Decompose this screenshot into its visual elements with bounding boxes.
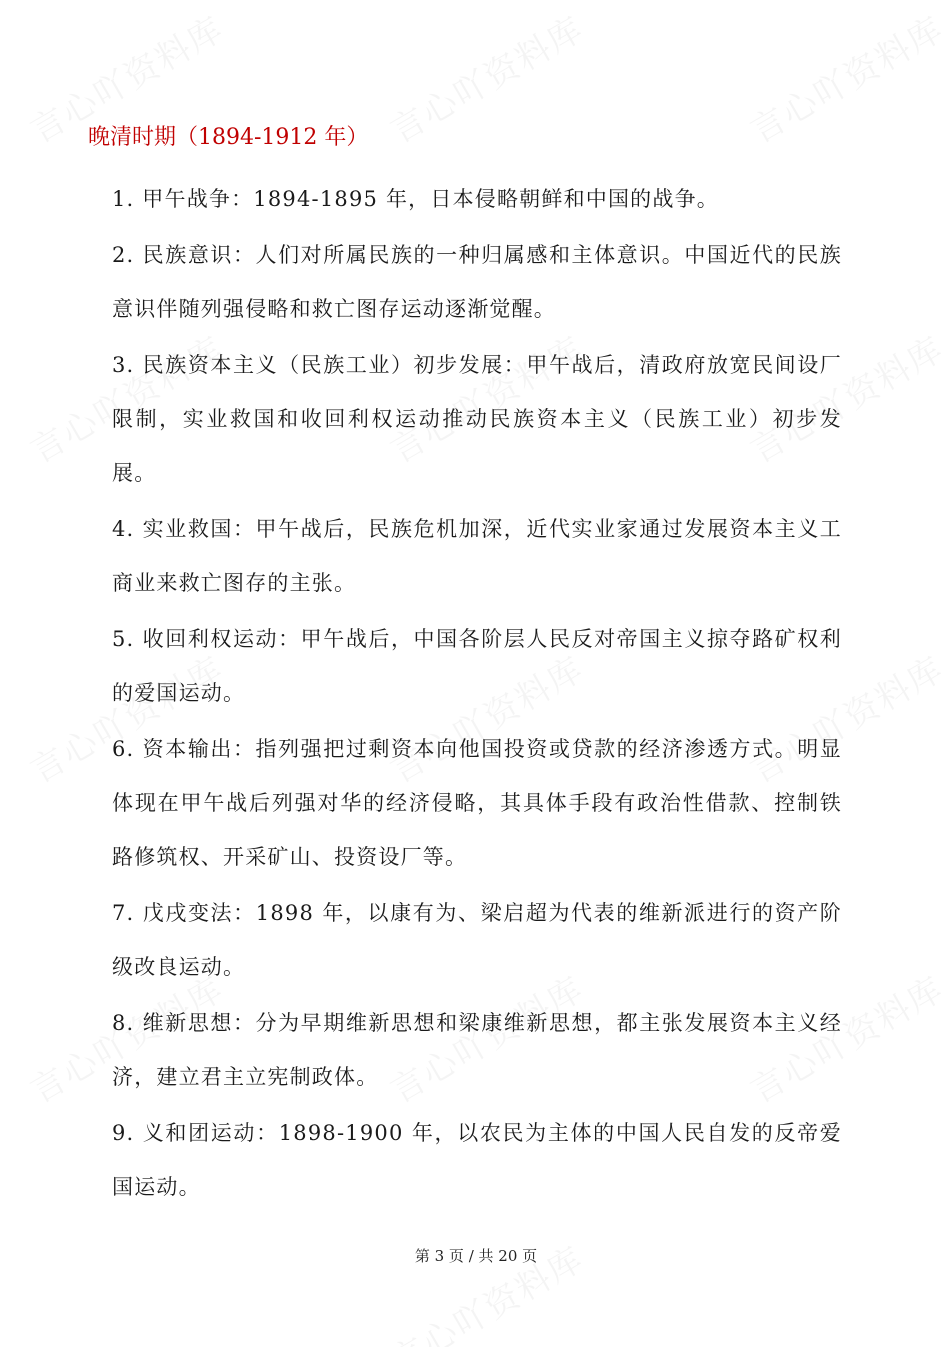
list-item: 2. 民族意识：人们对所属民族的一种归属感和主体意识。中国近代的民族意识伴随列强侵略和救亡图存运动逐渐觉醒。 [112, 243, 842, 321]
list-item: 7. 戊戌变法：1898 年，以康有为、梁启超为代表的维新派进行的资产阶级改良运动。 [112, 901, 842, 979]
list-item: 9. 义和团运动：1898-1900 年，以农民为主体的中国人民自发的反帝爱国运动。 [112, 1121, 842, 1199]
list-item: 4. 实业救国：甲午战后，民族危机加深，近代实业家通过发展资本主义工商业来救亡图存的主张。 [112, 517, 842, 595]
page-number: 第 3 页 / 共 20 页 [414, 1247, 538, 1265]
document-body [88, 118, 842, 1216]
section-title: 晚清时期（1894-1912 年） [88, 125, 369, 150]
list-item: 8. 维新思想：分为早期维新思想和梁康维新思想，都主张发展资本主义经济，建立君主立宪制政体。 [112, 1011, 842, 1089]
list-item: 6. 资本输出：指列强把过剩资本向他国投资或贷款的经济渗透方式。明显体现在甲午战后列强对华的经济侵略，其具体手段有政治性借款、控制铁路修筑权、开采矿山、投资设厂等。 [112, 737, 842, 869]
list-item: 1. 甲午战争：1894-1895 年，日本侵略朝鲜和中国的战争。 [112, 187, 719, 211]
list-item: 5. 收回利权运动：甲午战后，中国各阶层人民反对帝国主义掠夺路矿权利的爱国运动。 [112, 627, 842, 705]
list-item: 3. 民族资本主义（民族工业）初步发展：甲午战后，清政府放宽民间设厂限制，实业救国和收回利权运动推动民族资本主义（民族工业）初步发展。 [112, 353, 842, 485]
